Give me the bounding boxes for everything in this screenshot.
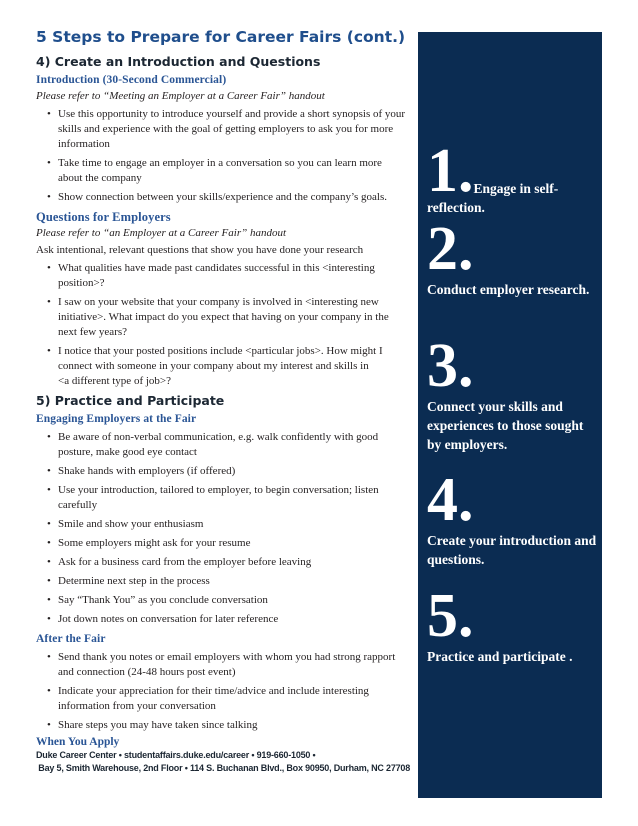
questions-note: Please refer to “an Employer at a Career Fair” handout [36, 227, 287, 239]
step-1 [427, 137, 599, 217]
list-item: • Show connection between your skills/experience and the company’s goals. [58, 190, 408, 205]
list-item: • Smile and show your enthusiasm [58, 517, 408, 532]
page-title: 5 Steps to Prepare for Career Fairs (cont.) [36, 28, 406, 46]
footer-contact-line: Duke Career Center • studentaffairs.duke.edu/career • 919-660-1050 • [36, 750, 316, 760]
list-item: • I saw on your website that your company is involved in <interesting new initiative>. What impact do you expect that having on your company in the next few years? [58, 295, 408, 340]
step-number: 1. [427, 137, 474, 205]
introduction-note: Please refer to “Meeting an Employer at a Career Fair” handout [36, 90, 325, 102]
step-text: Connect your skills and experiences to those sought by employers. [427, 399, 584, 452]
step-5 [427, 582, 599, 666]
list-item: • What qualities have made past candidates successful in this <interesting position>? [58, 261, 408, 291]
step-number: 2. [427, 215, 474, 283]
list-item: • Determine next step in the process [58, 574, 408, 589]
when-you-apply-heading: When You Apply [36, 736, 120, 748]
engaging-heading: Engaging Employers at the Fair [36, 413, 197, 425]
introduction-heading: Introduction (30-Second Commercial) [36, 74, 227, 86]
after-fair-heading: After the Fair [36, 633, 106, 645]
footer-address-line: Bay 5, Smith Warehouse, 2nd Floor • 114 S. Buchanan Blvd., Box 90950, Durham, NC 27708 [36, 763, 411, 773]
list-item: • Share steps you may have taken since talking [58, 718, 408, 733]
list-item: • Use your introduction, tailored to employer, to begin conversation; listen carefully [58, 483, 408, 513]
step-2 [427, 215, 599, 299]
step-4 [427, 466, 599, 569]
list-item: • Jot down notes on conversation for later reference [58, 612, 408, 627]
list-item: • Use this opportunity to introduce yourself and provide a short synopsis of your skills and experience with the goal of getting employers to ask you for more information [58, 107, 408, 152]
list-item: • Take time to engage an employer in a conversation so you can learn more about the company [58, 156, 408, 186]
section-4-heading: 4) Create an Introduction and Questions [36, 54, 321, 69]
list-item: • Some employers might ask for your resume [58, 536, 408, 551]
list-item: • Ask for a business card from the employer before leaving [58, 555, 408, 570]
introduction-list [36, 107, 408, 205]
step-text: Engage in self-reflection. [427, 181, 559, 215]
list-item: • Say “Thank You” as you conclude conversation [58, 593, 408, 608]
step-number: 5. [427, 582, 474, 650]
after-fair-list [36, 650, 408, 733]
step-number: 4. [427, 466, 474, 534]
questions-heading: Questions for Employers [36, 210, 171, 224]
step-text: Conduct employer research. [427, 282, 590, 297]
main-content [36, 28, 411, 775]
section-5-heading: 5) Practice and Participate [36, 393, 225, 408]
questions-intro: Ask intentional, relevant questions that show you have done your research [36, 244, 364, 256]
step-text: Practice and participate . [427, 649, 573, 664]
step-text: Create your introduction and questions. [427, 533, 597, 567]
questions-list [36, 261, 408, 389]
list-item: • Indicate your appreciation for their time/advice and include interesting information from your conversation [58, 684, 408, 714]
list-item: • Send thank you notes or email employers with whom you had strong rapport and connection (24-48 hours post event) [58, 650, 408, 680]
engaging-list [36, 430, 408, 627]
list-item: • Be aware of non-verbal communication, e.g. walk confidently with good posture, make good eye contact [58, 430, 408, 460]
list-item: • Shake hands with employers (if offered) [58, 464, 408, 479]
list-item: • I notice that your posted positions include <particular jobs>. How might I connect with someone in your company about my interest and skills in <a different type of job>? [58, 344, 408, 389]
steps-sidebar [418, 32, 602, 798]
step-number: 3. [427, 332, 474, 400]
step-3 [427, 332, 599, 454]
